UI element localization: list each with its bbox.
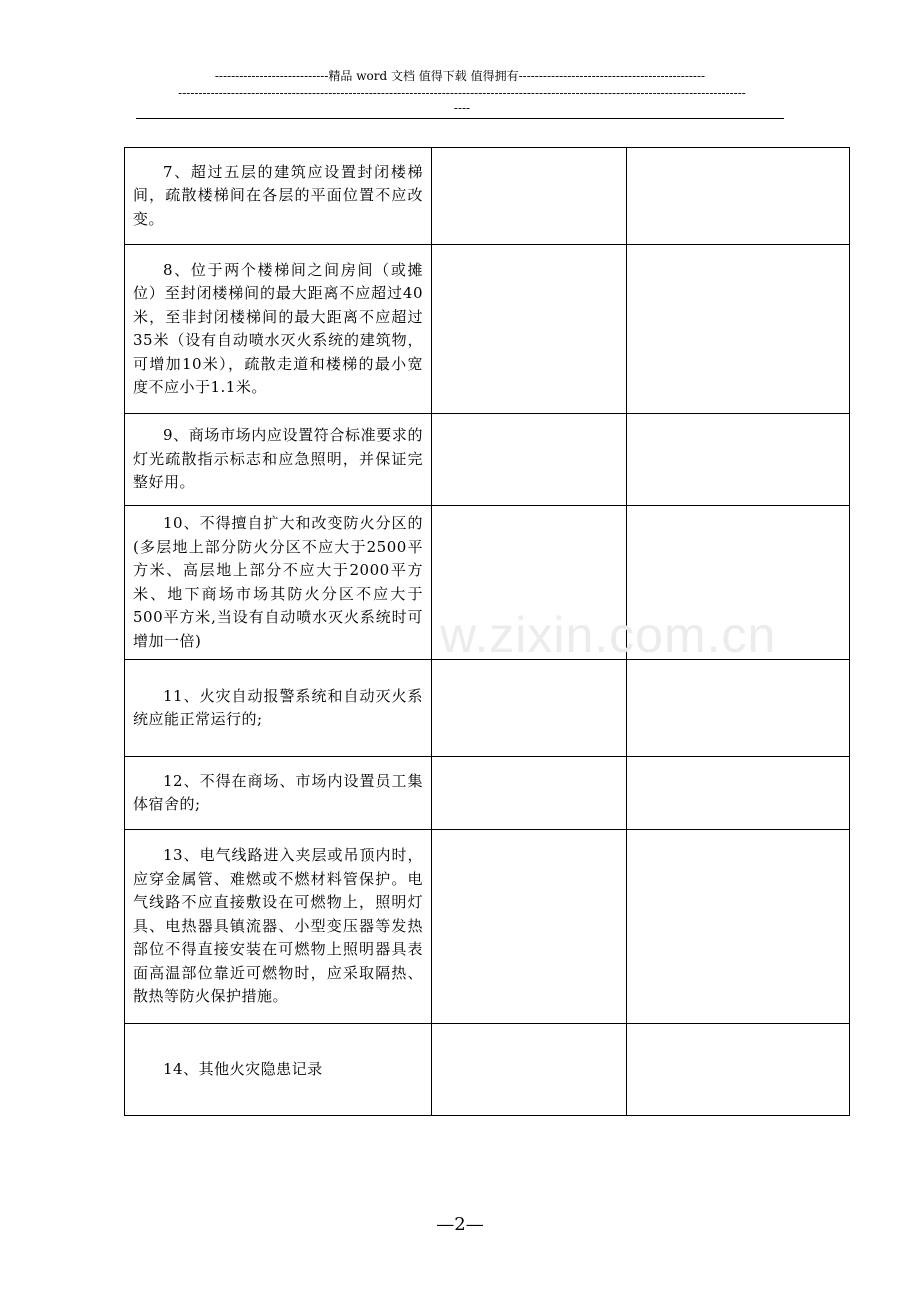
check-item-cell: [125, 148, 432, 245]
check-item-cell: [125, 1024, 432, 1116]
check-item-cell: [125, 414, 432, 506]
check-item-cell: [125, 506, 432, 660]
table-row: [125, 414, 850, 506]
table-row: [125, 757, 850, 830]
check-item-text: 13、电气线路进入夹层或吊顶内时，应穿金属管、难燃或不燃材料管保护。电气线路不应直接敷设在可燃物上，照明灯具、电热器具镇流器、小型变压器等发热部位不得直接安装在可燃物上照明器具表面高温部位靠近可燃物时，应采取隔热、散热等防火保护措施。: [133, 846, 423, 1006]
watermark: w.zixin.com.cn: [440, 607, 777, 663]
header-dash-line-3: ----: [453, 101, 471, 115]
remark-cell[interactable]: [627, 757, 850, 830]
result-cell[interactable]: [432, 1024, 627, 1116]
check-item-text: 11、火灾自动报警系统和自动灭火系统应能正常运行的;: [133, 686, 423, 728]
result-cell[interactable]: [432, 757, 627, 830]
remark-cell[interactable]: [627, 414, 850, 506]
check-item-text: 8、位于两个楼梯间之间房间（或摊位）至封闭楼梯间的最大距离不应超过40米，至非封闭楼梯间的最大距离不应超过35米（设有自动喷水灭火系统的建筑物，可增加10米），疏散走道和楼梯的最小宽度不应小于1.1米。: [133, 260, 423, 396]
result-cell[interactable]: [432, 148, 627, 245]
check-item-text: 14、其他火灾隐患记录: [163, 1059, 323, 1078]
check-item-text: 9、商场市场内应设置符合标准要求的灯光疏散指示标志和应急照明，并保证完整好用。: [133, 426, 423, 492]
header-rule: [136, 118, 784, 119]
result-cell[interactable]: [432, 830, 627, 1024]
header-dash-line-1: ----------------------------精品 word 文档 值得下载 值得拥有----------------------------------------------: [214, 69, 706, 83]
table-row: [125, 148, 850, 245]
remark-cell[interactable]: [627, 660, 850, 757]
check-item-cell: [125, 757, 432, 830]
check-item-text: 7、超过五层的建筑应设置封闭楼梯间，疏散楼梯间在各层的平面位置不应改变。: [133, 162, 423, 228]
table-row: [125, 1024, 850, 1116]
remark-cell[interactable]: [627, 148, 850, 245]
header-dash-line-2: --------------------------------------------------------------------------------------------------------------------------------------------: [178, 86, 746, 100]
check-item-text: 10、不得擅自扩大和改变防火分区的(多层地上部分防火分区不应大于2500平方米、高层地上部分不应大于2000平方米、地下商场市场其防火分区不应大于500平方米,当设有自动喷水灭火系统时可增加一倍): [133, 514, 423, 650]
page-number: —2—: [436, 1214, 484, 1235]
check-item-cell: [125, 830, 432, 1024]
table-row: [125, 660, 850, 757]
remark-cell[interactable]: [627, 830, 850, 1024]
table-row: [125, 245, 850, 414]
result-cell[interactable]: [432, 414, 627, 506]
table-row: [125, 830, 850, 1024]
result-cell[interactable]: [432, 660, 627, 757]
remark-cell[interactable]: [627, 1024, 850, 1116]
check-item-text: 12、不得在商场、市场内设置员工集体宿舍的;: [133, 771, 423, 813]
remark-cell[interactable]: [627, 245, 850, 414]
result-cell[interactable]: [432, 245, 627, 414]
check-item-cell: [125, 660, 432, 757]
check-item-cell: [125, 245, 432, 414]
